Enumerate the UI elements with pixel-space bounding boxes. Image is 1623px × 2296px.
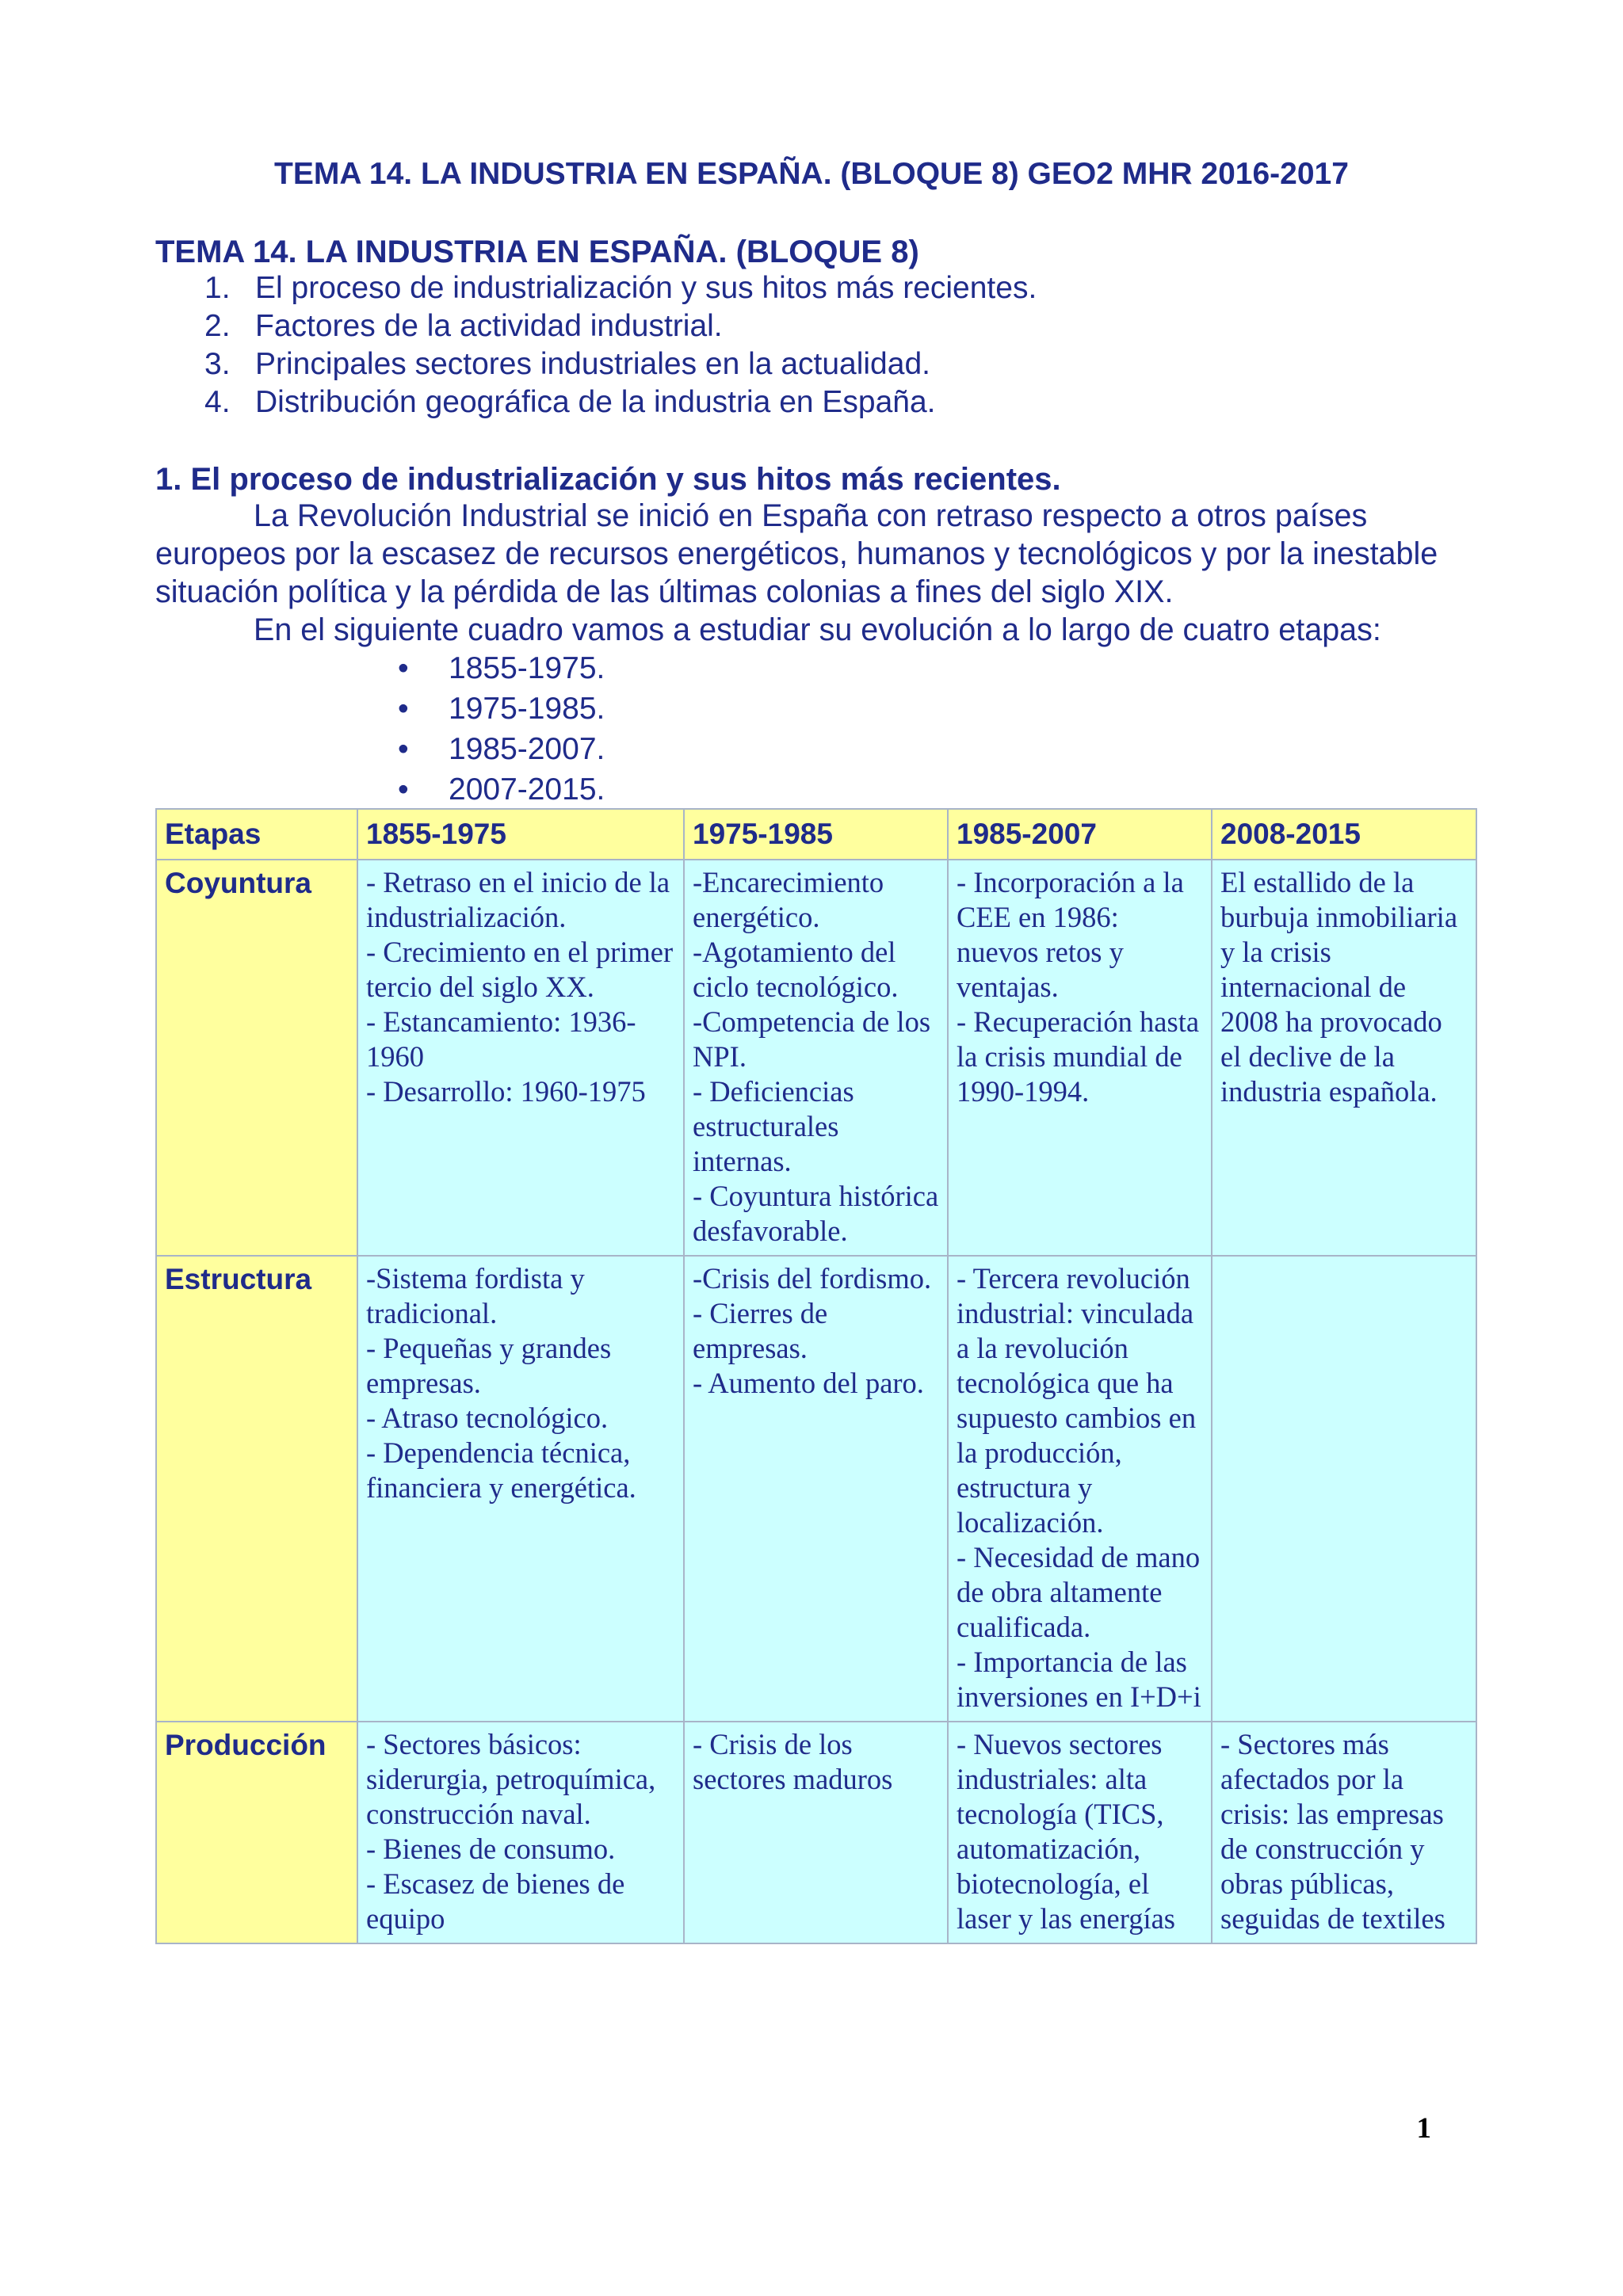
document-title: TEMA 14. LA INDUSTRIA EN ESPAÑA. (BLOQUE 8) GEO2 MHR 2016-2017 bbox=[274, 157, 1349, 191]
bullet-icon: • bbox=[398, 692, 409, 726]
toc-item-3 bbox=[155, 345, 1037, 383]
cell-text: -Sistema fordista y tradicional. bbox=[366, 1262, 585, 1329]
table-of-contents bbox=[155, 269, 1037, 421]
cell-text: - Bienes de consumo. bbox=[366, 1833, 616, 1865]
cell-text: - Sectores más afectados por la crisis: las empresas de construcción y obras públicas, seguidas de textiles bbox=[1220, 1728, 1445, 1935]
list-item: • 1855-1975. bbox=[155, 648, 605, 688]
toc-item-4 bbox=[155, 383, 1037, 421]
stages-list bbox=[155, 648, 605, 810]
table-cell bbox=[1212, 1256, 1476, 1722]
table-cell bbox=[1212, 1722, 1476, 1943]
table-cell bbox=[684, 1722, 948, 1943]
table-cell bbox=[357, 1722, 684, 1943]
cell-text: - Crisis de los sectores maduros bbox=[693, 1728, 893, 1795]
table-cell bbox=[357, 1256, 684, 1722]
table-cell bbox=[948, 860, 1212, 1256]
row-header: Producción bbox=[156, 1722, 357, 1943]
row-header: Coyuntura bbox=[156, 860, 357, 1256]
list-item: • 2007-2015. bbox=[155, 769, 605, 810]
column-header: 1985-2007 bbox=[948, 809, 1212, 860]
table-cell bbox=[357, 860, 684, 1256]
toc-text: Principales sectores industriales en la actualidad. bbox=[255, 347, 930, 381]
cell-text: - Recuperación hasta la crisis mundial de 1990-1994. bbox=[957, 1005, 1200, 1108]
cell-text: - Nuevos sectores industriales: alta tecnología (TICS, automatización, biotecnología, el laser y las energías bbox=[957, 1728, 1176, 1935]
bullet-icon: • bbox=[398, 772, 409, 807]
table-header-row bbox=[156, 809, 1476, 860]
cell-text: - Tercera revolución industrial: vinculada a la revolución tecnológica que ha supuesto cambios en la producción, estructura y localización. bbox=[957, 1262, 1197, 1539]
cell-text: - Dependencia técnica, financiera y energética. bbox=[366, 1436, 636, 1504]
cell-text: - Pequeñas y grandes empresas. bbox=[366, 1332, 612, 1399]
toc-number: 1. bbox=[204, 271, 231, 305]
cell-text: - Escasez de bienes de equipo bbox=[366, 1867, 625, 1935]
toc-text: El proceso de industrialización y sus hitos más recientes. bbox=[255, 271, 1037, 305]
cell-text: - Incorporación a la CEE en 1986: nuevos retos y ventajas. bbox=[957, 866, 1184, 1003]
cell-text: - Atraso tecnológico. bbox=[366, 1402, 609, 1434]
table-row bbox=[156, 860, 1476, 1256]
cell-text: - Estancamiento: 1936-1960 bbox=[366, 1005, 636, 1073]
table-cell bbox=[684, 1256, 948, 1722]
cell-text: -Crisis del fordismo. bbox=[693, 1262, 932, 1295]
cell-text: - Aumento del paro. bbox=[693, 1367, 924, 1399]
cell-text: - Deficiencias estructurales internas. bbox=[693, 1075, 854, 1177]
cell-text: - Crecimiento en el primer tercio del siglo XX. bbox=[366, 936, 674, 1003]
list-item: • 1975-1985. bbox=[155, 688, 605, 729]
toc-item-1 bbox=[155, 269, 1037, 307]
cell-text: El estallido de la burbuja inmobiliaria y la crisis internacional de 2008 ha provocado el declive de la industria española. bbox=[1220, 866, 1458, 1108]
toc-number: 2. bbox=[204, 309, 231, 343]
table-cell bbox=[684, 860, 948, 1256]
toc-number: 3. bbox=[204, 347, 231, 381]
column-header: Etapas bbox=[156, 809, 357, 860]
toc-text: Factores de la actividad industrial. bbox=[255, 309, 723, 343]
toc-item-2 bbox=[155, 307, 1037, 345]
row-header: Estructura bbox=[156, 1256, 357, 1722]
column-header: 2008-2015 bbox=[1212, 809, 1476, 860]
cell-text: - Retraso en el inicio de la industrialización. bbox=[366, 866, 670, 933]
cell-text: - Coyuntura histórica desfavorable. bbox=[693, 1180, 939, 1247]
bullet-icon: • bbox=[398, 732, 409, 766]
table-cell bbox=[948, 1256, 1212, 1722]
column-header: 1855-1975 bbox=[357, 809, 684, 860]
cell-text: -Competencia de los NPI. bbox=[693, 1005, 931, 1073]
toc-number: 4. bbox=[204, 385, 231, 419]
paragraph-table-intro: En el siguiente cuadro vamos a estudiar su evolución a lo largo de cuatro etapas: bbox=[254, 612, 1381, 647]
list-item: • 1985-2007. bbox=[155, 729, 605, 769]
cell-text: - Desarrollo: 1960-1975 bbox=[366, 1075, 646, 1108]
paragraph-intro: La Revolución Industrial se inició en España con retraso respecto a otros países europeos por la escasez de recursos energéticos, humanos y tecnológicos y por la inestable situación política y la pérdida de las últimas colonias a fines del siglo XIX. bbox=[155, 498, 1438, 609]
cell-text: - Cierres de empresas. bbox=[693, 1297, 828, 1364]
bullet-icon: • bbox=[398, 651, 409, 685]
table-cell bbox=[1212, 860, 1476, 1256]
table-row bbox=[156, 1722, 1476, 1943]
column-header: 1975-1985 bbox=[684, 809, 948, 860]
page-number: 1 bbox=[1416, 2112, 1431, 2145]
table-row bbox=[156, 1256, 1476, 1722]
cell-text: - Importancia de las inversiones en I+D+i bbox=[957, 1646, 1201, 1713]
table-cell bbox=[948, 1722, 1212, 1943]
cell-text: - Necesidad de mano de obra altamente cualificada. bbox=[957, 1541, 1201, 1643]
cell-text: -Encarecimiento energético. bbox=[693, 866, 884, 933]
cell-text: -Agotamiento del ciclo tecnológico. bbox=[693, 936, 899, 1003]
section-title: TEMA 14. LA INDUSTRIA EN ESPAÑA. (BLOQUE 8) bbox=[155, 235, 919, 269]
heading-industrialization: 1. El proceso de industrialización y sus hitos más recientes. bbox=[155, 462, 1061, 497]
stages-table bbox=[155, 808, 1477, 1944]
cell-text: - Sectores básicos: siderurgia, petroquímica, construcción naval. bbox=[366, 1728, 656, 1830]
toc-text: Distribución geográfica de la industria en España. bbox=[255, 385, 936, 419]
